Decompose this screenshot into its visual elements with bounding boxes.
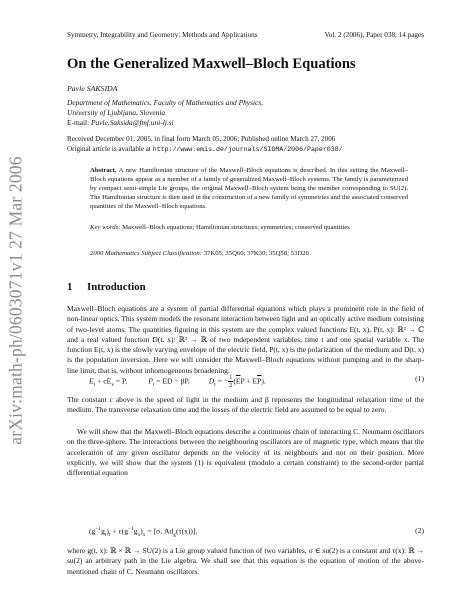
keywords-label: Key words: xyxy=(90,224,121,231)
abstract-label: Abstract. xyxy=(90,167,117,174)
equation-1-label: (1) xyxy=(415,374,424,383)
msc-label: 2000 Mathematics Subject Classification: xyxy=(90,250,203,257)
equation-2-body: $(g^{-1}g_t)_t + \varepsilon(g^{-1}g_x)_x = [\sigma$, $Ad_g(\tau(x))$], xyxy=(89,526,198,539)
paper-title: On the Generalized Maxwell–Bloch Equations xyxy=(67,56,356,72)
arxiv-identifier-text: arXiv:math-ph/0603071v1 27 Mar 2006 xyxy=(5,155,26,445)
keywords-block xyxy=(90,223,408,232)
journal-name: Symmetry, Integrability and Geometry: Methods and Applications xyxy=(67,31,258,39)
original-article-label: Original article is available at xyxy=(67,145,151,154)
paragraph-neumann-chain: We will show that the Maxwell–Bloch equations describe a continuous chain of interacting C. Neumann oscillators on the three-sphere. The interactions between the neighbouring oscillators are of magnetic type, which means that the acceleration of any given oscillator depends on the velocity of its neighbours and not on their position. More explicitly, we will show that the system (1) is equivalent (modulo a certain constraint) to the second-order partial differential equation xyxy=(67,427,424,478)
publication-dates xyxy=(67,134,343,156)
affiliation-block xyxy=(67,98,263,129)
paragraph-intro: Maxwell–Bloch equations are a system of partial differential equations which plays a prominent role in the field of non-linear optics. This system models the resonant interaction between light and an optically active medium consisting of two-level atoms. The quantities figuring in this system are the complex valued functions E(t, x), P(t, x): ℝ² → ℂ and a real valued function D(t, x): ℝ² → ℝ of two independent variables, time t and one spatial variable x. The function E(t, x) is the slowly varying envelope of the electric field, P(t, x) is the polarization of the medium and D(t, x) is the population inversion. Here we will consider the Maxwell–Bloch equations without pumping and in the sharp-line limit, that is, without inhomogeneous broadening: xyxy=(67,304,424,375)
email-line xyxy=(67,118,263,128)
arxiv-identifier-stamp xyxy=(4,150,28,450)
running-head xyxy=(67,31,424,39)
original-article-line xyxy=(67,144,343,155)
keywords-text: Maxwell–Bloch equations; Hamiltonian structures; symmetries; conserved quantities xyxy=(122,224,350,231)
equation-1-body: $E_t + cE_x = P$, $P_t$ = ED − βP, $D_t$ = − $\frac{1}{2}$ $(\overline{E}P + E\overline{P})$. xyxy=(89,374,266,389)
affiliation-line-2: University of Ljubljana, Slovenia xyxy=(67,108,166,118)
abstract-text: A new Hamiltonian structure of the Maxwell–Bloch equations is described. In this setting the Maxwell–Bloch equations appear as a member of a family of generalized Maxwell–Bloch systems. The family is parameterized by compact semi-simple Lie groups, the original Maxwell–Bloch system being the member corresponding to SU(2). The Hamiltonian structure is then used in the construction of a new family of symmetries and the associated conserved quantities of the Maxwell–Bloch equations. xyxy=(90,167,408,211)
author-name: Pavle SAKSIDA xyxy=(67,84,118,93)
msc-classification xyxy=(90,250,408,257)
msc-codes: 37K05; 35Q60; 37K30; 35Q58; 53D20 xyxy=(203,250,309,257)
email-label: E-mail: xyxy=(67,118,90,128)
paragraph-constants: The constant c above is the speed of light in the medium and β represents the longitudinal relaxation time of the medium. The transverse relaxation time and the losses of the electric field are assumed to be equal to zero. xyxy=(67,395,424,415)
fraction-one-half: $\frac{1}{2}$ xyxy=(229,374,233,389)
affiliation-line-1: Department of Mathematics, Faculty of Mathematics and Physics, xyxy=(67,98,264,107)
article-url-link[interactable]: http://www.emis.de/journals/SIGMA/2006/Paper038/ xyxy=(152,146,343,154)
section-title: Introduction xyxy=(87,281,146,293)
section-number: 1 xyxy=(67,281,73,293)
email-address[interactable]: Pavle.Saksida@fmf.uni-lj.si xyxy=(91,118,174,128)
received-line: Received December 01, 2005, in final form March 05, 2006; Published online March 27, 2006 xyxy=(67,135,336,143)
abstract-block xyxy=(90,166,408,211)
volume-info: Vol. 2 (2006), Paper 038, 14 pages xyxy=(324,31,424,39)
section-heading-introduction xyxy=(67,281,146,293)
paragraph-definitions: where g(t, x): ℝ × ℝ → SU(2) is a Lie group valued function of two variables, σ ∈ su(2) is a constant and τ(x): ℝ → su(2) an arbitrary path in the Lie algebra. We shall see that this equation is the equation of motion of the above-mentioned chain of C. Neumann oscillators. xyxy=(67,546,424,576)
equation-2-label: (2) xyxy=(415,526,424,535)
